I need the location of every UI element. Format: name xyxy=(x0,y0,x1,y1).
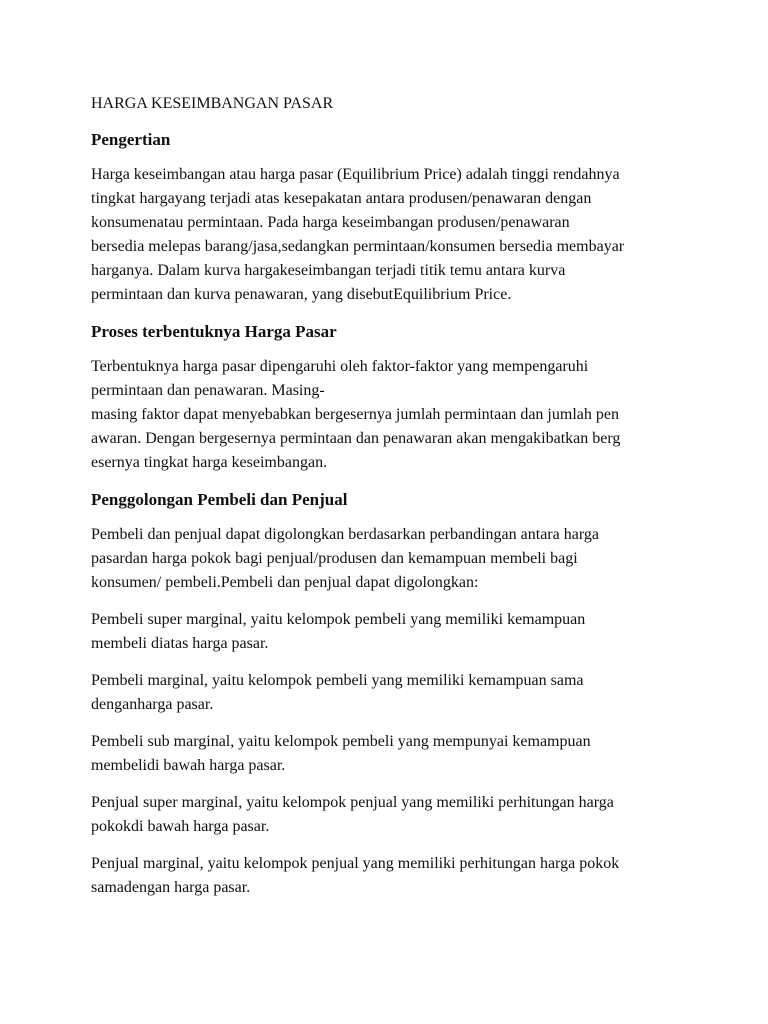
section-heading: Proses terbentuknya Harga Pasar xyxy=(91,322,337,341)
text-line: permintaan dan penawaran. Masing- xyxy=(91,382,325,399)
section-heading: Pengertian xyxy=(91,130,171,149)
text-line: Pembeli dan penjual dapat digolongkan berdasarkan perbandingan antara harga xyxy=(91,526,599,543)
paragraph xyxy=(91,730,691,778)
document-section xyxy=(91,320,691,475)
text-line: Pembeli sub marginal, yaitu kelompok pembeli yang mempunyai kemampuan xyxy=(91,733,591,750)
text-line: bersedia melepas barang/jasa,sedangkan permintaan/konsumen bersedia membayar xyxy=(91,238,625,255)
paragraph xyxy=(91,852,691,900)
text-line: denganharga pasar. xyxy=(91,696,214,713)
text-line: Penjual marginal, yaitu kelompok penjual yang memiliki perhitungan harga pokok xyxy=(91,855,620,872)
text-line: Harga keseimbangan atau harga pasar (Equilibrium Price) adalah tinggi rendahnya xyxy=(91,166,620,183)
text-line: Penjual super marginal, yaitu kelompok penjual yang memiliki perhitungan harga xyxy=(91,794,614,811)
text-line: harganya. Dalam kurva hargakeseimbangan terjadi titik temu antara kurva xyxy=(91,262,566,279)
document-section xyxy=(91,488,691,900)
text-line: samadengan harga pasar. xyxy=(91,879,251,896)
paragraph xyxy=(91,355,691,475)
document-page xyxy=(91,92,691,913)
text-line: masing faktor dapat menyebabkan bergesernya jumlah permintaan dan jumlah pen xyxy=(91,406,619,423)
text-line: Pembeli marginal, yaitu kelompok pembeli yang memiliki kemampuan sama xyxy=(91,672,584,689)
document-section xyxy=(91,128,691,307)
text-line: tingkat hargayang terjadi atas kesepakatan antara produsen/penawaran dengan xyxy=(91,190,592,207)
document-title: HARGA KESEIMBANGAN PASAR xyxy=(91,95,334,112)
paragraph xyxy=(91,163,691,307)
text-line: pokokdi bawah harga pasar. xyxy=(91,818,270,835)
section-heading: Penggolongan Pembeli dan Penjual xyxy=(91,490,348,509)
text-line: konsumenatau permintaan. Pada harga keseimbangan produsen/penawaran xyxy=(91,214,570,231)
text-line: membelidi bawah harga pasar. xyxy=(91,757,286,774)
text-line: awaran. Dengan bergesernya permintaan dan penawaran akan mengakibatkan berg xyxy=(91,430,621,447)
paragraph xyxy=(91,523,691,595)
text-line: permintaan dan kurva penawaran, yang disebutEquilibrium Price. xyxy=(91,286,512,303)
document-body xyxy=(91,128,691,900)
text-line: pasardan harga pokok bagi penjual/produsen dan kemampuan membeli bagi xyxy=(91,550,578,567)
paragraph xyxy=(91,669,691,717)
text-line: Pembeli super marginal, yaitu kelompok pembeli yang memiliki kemampuan xyxy=(91,611,586,628)
text-line: konsumen/ pembeli.Pembeli dan penjual dapat digolongkan: xyxy=(91,574,479,591)
text-line: Terbentuknya harga pasar dipengaruhi oleh faktor-faktor yang mempengaruhi xyxy=(91,358,589,375)
text-line: esernya tingkat harga keseimbangan. xyxy=(91,454,328,471)
paragraph xyxy=(91,791,691,839)
text-line: membeli diatas harga pasar. xyxy=(91,635,269,652)
paragraph xyxy=(91,608,691,656)
